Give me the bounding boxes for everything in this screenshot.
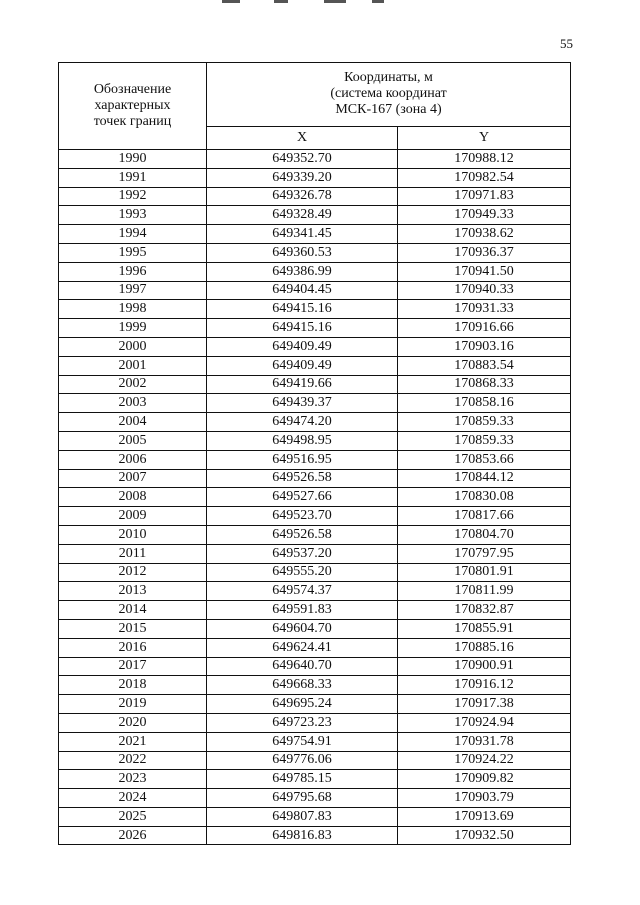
point-cell: 2016 xyxy=(59,638,207,657)
table-row xyxy=(59,413,571,432)
table-row xyxy=(59,713,571,732)
table-row xyxy=(59,544,571,563)
y-cell: 170811.99 xyxy=(398,582,571,601)
header-coords-line: (система координат xyxy=(330,86,447,102)
point-cell: 2008 xyxy=(59,488,207,507)
y-cell: 170900.91 xyxy=(398,657,571,676)
x-cell: 649326.78 xyxy=(207,187,398,206)
point-cell: 1992 xyxy=(59,187,207,206)
point-cell: 1995 xyxy=(59,243,207,262)
table-row xyxy=(59,676,571,695)
y-cell: 170903.16 xyxy=(398,337,571,356)
y-cell: 170817.66 xyxy=(398,507,571,526)
point-cell: 2005 xyxy=(59,431,207,450)
table-row xyxy=(59,789,571,808)
x-cell: 649498.95 xyxy=(207,431,398,450)
y-cell: 170988.12 xyxy=(398,150,571,169)
table-row xyxy=(59,807,571,826)
table-row xyxy=(59,225,571,244)
x-cell: 649409.49 xyxy=(207,337,398,356)
point-cell: 2013 xyxy=(59,582,207,601)
point-cell: 2006 xyxy=(59,450,207,469)
x-cell: 649526.58 xyxy=(207,469,398,488)
x-cell: 649604.70 xyxy=(207,619,398,638)
y-cell: 170909.82 xyxy=(398,770,571,789)
table-row xyxy=(59,732,571,751)
table-row xyxy=(59,582,571,601)
table-row xyxy=(59,507,571,526)
y-cell: 170801.91 xyxy=(398,563,571,582)
point-cell: 2022 xyxy=(59,751,207,770)
table-row xyxy=(59,243,571,262)
y-cell: 170949.33 xyxy=(398,206,571,225)
table-row xyxy=(59,469,571,488)
x-cell: 649785.15 xyxy=(207,770,398,789)
table-row xyxy=(59,319,571,338)
header-y: Y xyxy=(398,126,571,149)
point-cell: 2011 xyxy=(59,544,207,563)
x-cell: 649574.37 xyxy=(207,582,398,601)
y-cell: 170938.62 xyxy=(398,225,571,244)
point-cell: 2017 xyxy=(59,657,207,676)
point-cell: 2026 xyxy=(59,826,207,845)
y-cell: 170924.22 xyxy=(398,751,571,770)
header-coords-line: Координаты, м xyxy=(344,70,433,86)
x-cell: 649754.91 xyxy=(207,732,398,751)
y-cell: 170804.70 xyxy=(398,525,571,544)
x-cell: 649386.99 xyxy=(207,262,398,281)
header-x: X xyxy=(207,126,398,149)
point-cell: 2015 xyxy=(59,619,207,638)
table-row xyxy=(59,300,571,319)
point-cell: 2003 xyxy=(59,394,207,413)
point-cell: 2025 xyxy=(59,807,207,826)
header-label-line: точек границ xyxy=(93,114,172,129)
y-cell: 170916.12 xyxy=(398,676,571,695)
header-label-line: характерных xyxy=(94,98,171,113)
x-cell: 649668.33 xyxy=(207,676,398,695)
point-cell: 2012 xyxy=(59,563,207,582)
x-cell: 649415.16 xyxy=(207,300,398,319)
point-cell: 1990 xyxy=(59,150,207,169)
x-cell: 649415.16 xyxy=(207,319,398,338)
y-cell: 170936.37 xyxy=(398,243,571,262)
y-cell: 170832.87 xyxy=(398,601,571,620)
y-cell: 170797.95 xyxy=(398,544,571,563)
point-cell: 1999 xyxy=(59,319,207,338)
x-cell: 649409.49 xyxy=(207,356,398,375)
x-cell: 649640.70 xyxy=(207,657,398,676)
table-row xyxy=(59,431,571,450)
table-row xyxy=(59,770,571,789)
coordinates-table xyxy=(58,62,571,845)
table-row xyxy=(59,657,571,676)
table-row xyxy=(59,281,571,300)
x-cell: 649555.20 xyxy=(207,563,398,582)
header-coords-line: МСК-167 (зона 4) xyxy=(335,102,442,118)
table-row xyxy=(59,619,571,638)
point-cell: 2010 xyxy=(59,525,207,544)
y-cell: 170982.54 xyxy=(398,168,571,187)
point-cell: 2019 xyxy=(59,695,207,714)
point-cell: 2014 xyxy=(59,601,207,620)
point-cell: 1998 xyxy=(59,300,207,319)
point-cell: 2007 xyxy=(59,469,207,488)
point-cell: 1996 xyxy=(59,262,207,281)
table-row xyxy=(59,563,571,582)
y-cell: 170903.79 xyxy=(398,789,571,808)
table-row xyxy=(59,375,571,394)
x-cell: 649523.70 xyxy=(207,507,398,526)
x-cell: 649439.37 xyxy=(207,394,398,413)
point-cell: 1991 xyxy=(59,168,207,187)
point-cell: 2000 xyxy=(59,337,207,356)
page-number: 55 xyxy=(560,36,573,51)
table-row xyxy=(59,695,571,714)
x-cell: 649516.95 xyxy=(207,450,398,469)
y-cell: 170885.16 xyxy=(398,638,571,657)
y-cell: 170932.50 xyxy=(398,826,571,845)
table-row xyxy=(59,206,571,225)
x-cell: 649341.45 xyxy=(207,225,398,244)
point-cell: 1993 xyxy=(59,206,207,225)
y-cell: 170859.33 xyxy=(398,413,571,432)
table-row xyxy=(59,488,571,507)
y-cell: 170853.66 xyxy=(398,450,571,469)
x-cell: 649816.83 xyxy=(207,826,398,845)
table-row xyxy=(59,262,571,281)
point-cell: 2021 xyxy=(59,732,207,751)
scan-artifact-marks xyxy=(222,0,422,6)
table-row xyxy=(59,337,571,356)
header-coordinates xyxy=(207,63,571,127)
x-cell: 649776.06 xyxy=(207,751,398,770)
y-cell: 170859.33 xyxy=(398,431,571,450)
x-cell: 649526.58 xyxy=(207,525,398,544)
x-cell: 649527.66 xyxy=(207,488,398,507)
point-cell: 2024 xyxy=(59,789,207,808)
x-cell: 649624.41 xyxy=(207,638,398,657)
header-point-designation xyxy=(59,63,207,150)
y-cell: 170916.66 xyxy=(398,319,571,338)
x-cell: 649419.66 xyxy=(207,375,398,394)
x-cell: 649795.68 xyxy=(207,789,398,808)
y-cell: 170941.50 xyxy=(398,262,571,281)
y-cell: 170913.69 xyxy=(398,807,571,826)
point-cell: 1997 xyxy=(59,281,207,300)
point-cell: 2002 xyxy=(59,375,207,394)
y-cell: 170855.91 xyxy=(398,619,571,638)
x-cell: 649723.23 xyxy=(207,713,398,732)
y-cell: 170883.54 xyxy=(398,356,571,375)
x-cell: 649339.20 xyxy=(207,168,398,187)
point-cell: 2001 xyxy=(59,356,207,375)
table-row xyxy=(59,356,571,375)
x-cell: 649695.24 xyxy=(207,695,398,714)
table-row xyxy=(59,450,571,469)
table-row xyxy=(59,394,571,413)
x-cell: 649474.20 xyxy=(207,413,398,432)
table-row xyxy=(59,601,571,620)
y-cell: 170924.94 xyxy=(398,713,571,732)
table-row xyxy=(59,168,571,187)
table-row xyxy=(59,525,571,544)
y-cell: 170868.33 xyxy=(398,375,571,394)
point-cell: 2023 xyxy=(59,770,207,789)
x-cell: 649352.70 xyxy=(207,150,398,169)
y-cell: 170858.16 xyxy=(398,394,571,413)
table-row xyxy=(59,826,571,845)
x-cell: 649404.45 xyxy=(207,281,398,300)
y-cell: 170931.78 xyxy=(398,732,571,751)
x-cell: 649360.53 xyxy=(207,243,398,262)
table-row xyxy=(59,638,571,657)
y-cell: 170917.38 xyxy=(398,695,571,714)
point-cell: 2009 xyxy=(59,507,207,526)
table-row xyxy=(59,150,571,169)
point-cell: 1994 xyxy=(59,225,207,244)
x-cell: 649591.83 xyxy=(207,601,398,620)
x-cell: 649807.83 xyxy=(207,807,398,826)
y-cell: 170971.83 xyxy=(398,187,571,206)
table-row xyxy=(59,187,571,206)
y-cell: 170830.08 xyxy=(398,488,571,507)
header-label-line: Обозначение xyxy=(93,82,172,97)
y-cell: 170844.12 xyxy=(398,469,571,488)
y-cell: 170931.33 xyxy=(398,300,571,319)
point-cell: 2018 xyxy=(59,676,207,695)
point-cell: 2004 xyxy=(59,413,207,432)
table-row xyxy=(59,751,571,770)
point-cell: 2020 xyxy=(59,713,207,732)
x-cell: 649537.20 xyxy=(207,544,398,563)
y-cell: 170940.33 xyxy=(398,281,571,300)
x-cell: 649328.49 xyxy=(207,206,398,225)
